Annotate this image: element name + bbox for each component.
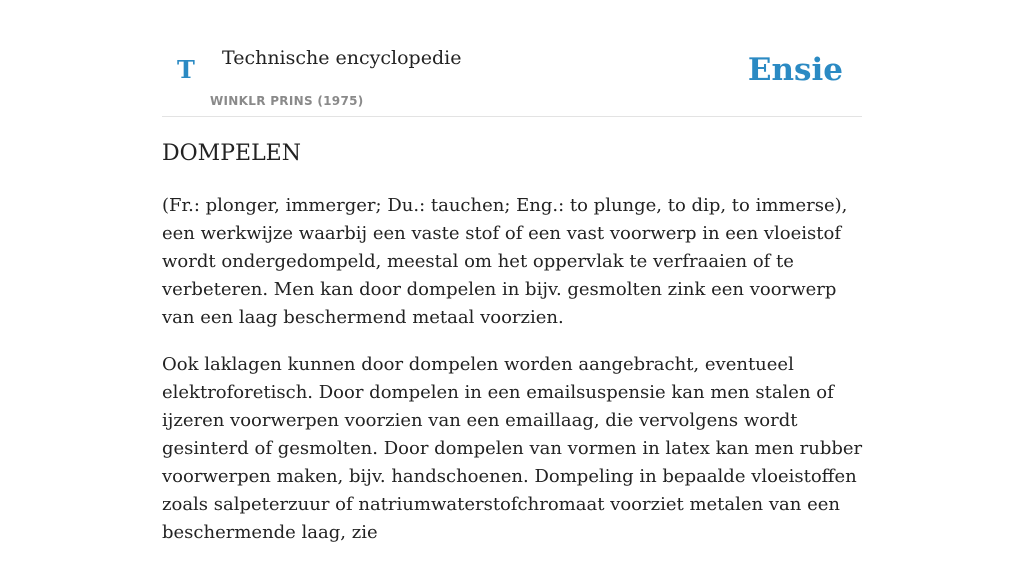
entry-paragraph: (Fr.: plonger, immerger; Du.: tauchen; Eng.: to plunge, to dip, to immerse), een werkwijze waarbij een vaste stof of een vast voorwerp in een vloeistof wordt ondergedompeld, meestal om het oppervlak te verfraaien of te verbeteren. Men kan door dompelen in bijv. gesmolten zink een voorwerp van een laag beschermend metaal voorzien. xyxy=(162,195,848,328)
entry-title: DOMPELEN xyxy=(162,141,301,166)
entry-paragraph: Ook laklagen kunnen door dompelen worden aangebracht, eventueel elektroforetisch. Door dompelen in een emailsuspensie kan men stalen of ijzeren voorwerpen voorzien van een emaillaag, die vervolgens wordt gesinterd of gesmolten. Door dompelen van vormen in latex kan men rubber voorwerpen maken, bijv. handschoenen. Dompeling in bepaalde vloeistoffen zoals salpeterzuur of natriumwaterstofchromaat voorziet metalen van een beschermende laag, zie xyxy=(162,354,863,543)
entry-body xyxy=(162,192,864,566)
source-title[interactable]: Technische encyclopedie xyxy=(222,47,462,69)
source-subtitle: WINKLR PRINS (1975) xyxy=(210,94,364,108)
ensie-logo[interactable]: Ensie xyxy=(747,52,843,88)
source-header xyxy=(162,0,862,117)
page xyxy=(162,0,863,543)
source-logo[interactable]: T xyxy=(177,55,195,84)
